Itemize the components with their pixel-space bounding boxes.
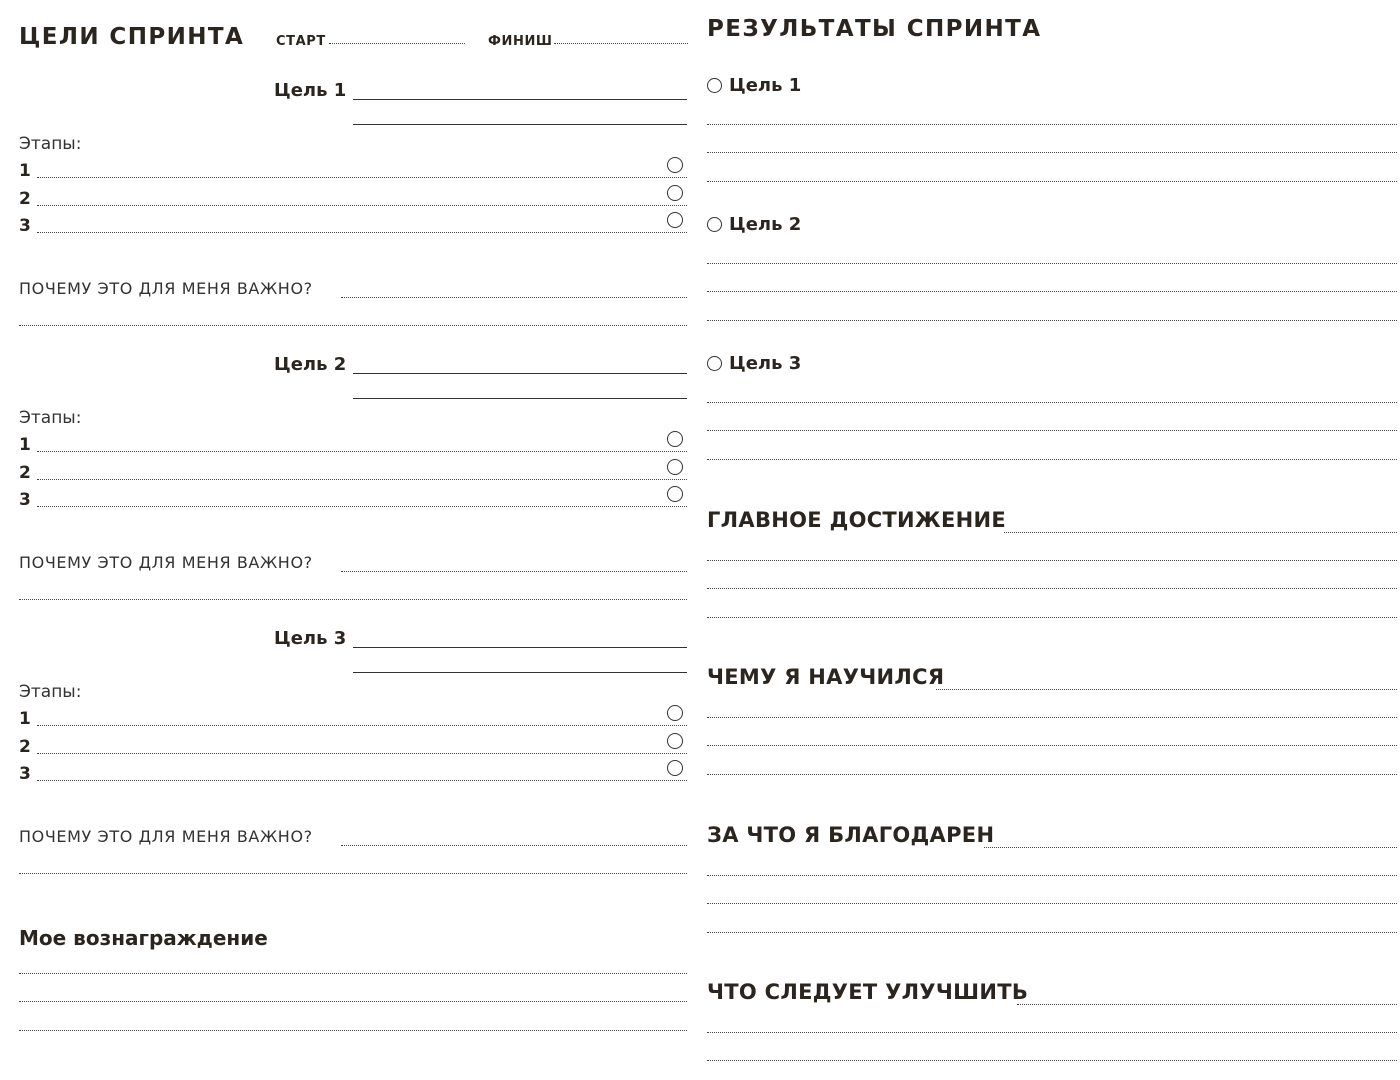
finish-label: ФИНИШ bbox=[488, 34, 553, 49]
improve-heading: ЧТО СЛЕДУЕТ УЛУЧШИТЬ bbox=[707, 980, 1029, 1004]
results-title: РЕЗУЛЬТАТЫ СПРИНТА bbox=[707, 16, 1042, 42]
result-goal-field[interactable] bbox=[707, 320, 1397, 321]
stages-label: Этапы: bbox=[19, 408, 82, 428]
why-important-field[interactable] bbox=[341, 571, 687, 572]
step-checkbox[interactable] bbox=[667, 760, 683, 776]
step-checkbox[interactable] bbox=[667, 431, 683, 447]
result-goal-1 bbox=[707, 75, 801, 96]
sprint-goals-panel bbox=[19, 0, 689, 1080]
why-important-label: ПОЧЕМУ ЭТО ДЛЯ МЕНЯ ВАЖНО? bbox=[19, 553, 313, 572]
result-goal-field[interactable] bbox=[707, 430, 1397, 431]
grateful-field[interactable] bbox=[707, 903, 1397, 904]
goal-label: Цель 2 bbox=[274, 354, 347, 375]
result-goal-label: Цель 3 bbox=[729, 353, 802, 374]
goal-name-field-line2[interactable] bbox=[353, 672, 687, 673]
step-number: 2 bbox=[19, 737, 31, 757]
improve-field[interactable] bbox=[707, 1032, 1397, 1033]
result-goal-field[interactable] bbox=[707, 402, 1397, 403]
step-number: 2 bbox=[19, 463, 31, 483]
grateful-field[interactable] bbox=[707, 932, 1397, 933]
result-goal-checkbox[interactable] bbox=[707, 78, 722, 93]
why-important-field[interactable] bbox=[341, 297, 687, 298]
why-important-field-line2[interactable] bbox=[19, 325, 687, 326]
step-field[interactable] bbox=[37, 780, 687, 781]
start-date-field[interactable] bbox=[329, 43, 465, 44]
result-goal-3 bbox=[707, 353, 801, 374]
start-label: СТАРТ bbox=[276, 34, 326, 49]
why-important-field-line2[interactable] bbox=[19, 873, 687, 874]
step-number: 3 bbox=[19, 490, 31, 510]
goal-label: Цель 3 bbox=[274, 628, 347, 649]
step-number: 1 bbox=[19, 709, 31, 729]
step-field[interactable] bbox=[37, 506, 687, 507]
step-checkbox[interactable] bbox=[667, 185, 683, 201]
result-goal-field[interactable] bbox=[707, 152, 1397, 153]
sprint-results-panel bbox=[707, 0, 1399, 1080]
improve-field[interactable] bbox=[1017, 1004, 1397, 1005]
why-important-field[interactable] bbox=[341, 845, 687, 846]
step-field[interactable] bbox=[37, 232, 687, 233]
main-achievement-field[interactable] bbox=[707, 617, 1397, 618]
reward-field[interactable] bbox=[19, 973, 687, 974]
result-goal-field[interactable] bbox=[707, 291, 1397, 292]
finish-date-field[interactable] bbox=[554, 43, 688, 44]
step-field[interactable] bbox=[37, 205, 687, 206]
learned-field[interactable] bbox=[707, 717, 1397, 718]
reward-field[interactable] bbox=[19, 1001, 687, 1002]
step-number: 3 bbox=[19, 764, 31, 784]
result-goal-2 bbox=[707, 214, 801, 235]
learned-heading: ЧЕМУ Я НАУЧИЛСЯ bbox=[707, 665, 945, 689]
result-goal-checkbox[interactable] bbox=[707, 356, 722, 371]
main-achievement-field[interactable] bbox=[707, 588, 1397, 589]
page-title: ЦЕЛИ СПРИНТА bbox=[19, 24, 245, 50]
step-field[interactable] bbox=[37, 451, 687, 452]
step-field[interactable] bbox=[37, 753, 687, 754]
goal-name-field-line2[interactable] bbox=[353, 398, 687, 399]
goal-name-field-line2[interactable] bbox=[353, 124, 687, 125]
step-checkbox[interactable] bbox=[667, 212, 683, 228]
goal-name-field[interactable] bbox=[353, 373, 687, 374]
step-checkbox[interactable] bbox=[667, 157, 683, 173]
result-goal-field[interactable] bbox=[707, 263, 1397, 264]
main-achievement-field[interactable] bbox=[707, 560, 1397, 561]
step-checkbox[interactable] bbox=[667, 705, 683, 721]
step-checkbox[interactable] bbox=[667, 733, 683, 749]
result-goal-field[interactable] bbox=[707, 459, 1397, 460]
step-field[interactable] bbox=[37, 479, 687, 480]
result-goal-label: Цель 1 bbox=[729, 75, 802, 96]
learned-field[interactable] bbox=[936, 689, 1397, 690]
grateful-field[interactable] bbox=[984, 847, 1397, 848]
step-field[interactable] bbox=[37, 177, 687, 178]
reward-label: Мое вознаграждение bbox=[19, 926, 268, 950]
result-goal-label: Цель 2 bbox=[729, 214, 802, 235]
step-number: 1 bbox=[19, 161, 31, 181]
stages-label: Этапы: bbox=[19, 682, 82, 702]
result-goal-field[interactable] bbox=[707, 181, 1397, 182]
step-number: 1 bbox=[19, 435, 31, 455]
result-goal-checkbox[interactable] bbox=[707, 217, 722, 232]
goal-name-field[interactable] bbox=[353, 99, 687, 100]
main-achievement-field[interactable] bbox=[1004, 532, 1397, 533]
result-goal-field[interactable] bbox=[707, 124, 1397, 125]
grateful-heading: ЗА ЧТО Я БЛАГОДАРЕН bbox=[707, 823, 995, 847]
why-important-label: ПОЧЕМУ ЭТО ДЛЯ МЕНЯ ВАЖНО? bbox=[19, 827, 313, 846]
goal-label: Цель 1 bbox=[274, 80, 347, 101]
step-checkbox[interactable] bbox=[667, 459, 683, 475]
step-number: 2 bbox=[19, 189, 31, 209]
grateful-field[interactable] bbox=[707, 875, 1397, 876]
step-field[interactable] bbox=[37, 725, 687, 726]
goal-name-field[interactable] bbox=[353, 647, 687, 648]
learned-field[interactable] bbox=[707, 745, 1397, 746]
step-number: 3 bbox=[19, 216, 31, 236]
learned-field[interactable] bbox=[707, 774, 1397, 775]
why-important-field-line2[interactable] bbox=[19, 599, 687, 600]
improve-field[interactable] bbox=[707, 1060, 1397, 1061]
stages-label: Этапы: bbox=[19, 134, 82, 154]
why-important-label: ПОЧЕМУ ЭТО ДЛЯ МЕНЯ ВАЖНО? bbox=[19, 279, 313, 298]
main-achievement-heading: ГЛАВНОЕ ДОСТИЖЕНИЕ bbox=[707, 508, 1006, 532]
step-checkbox[interactable] bbox=[667, 486, 683, 502]
reward-field[interactable] bbox=[19, 1030, 687, 1031]
